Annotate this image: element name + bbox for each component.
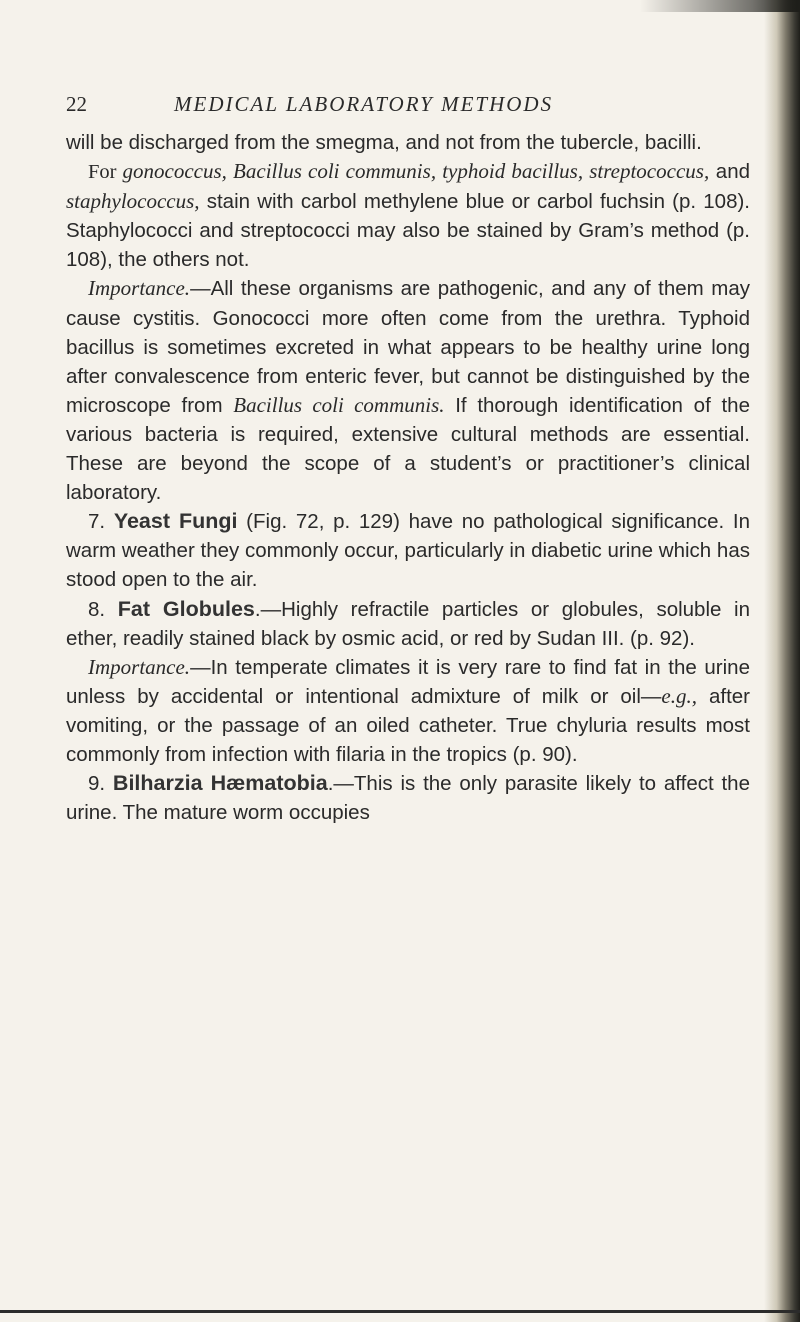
- running-title: MEDICAL LABORATORY METHODS: [174, 92, 554, 116]
- organism-list: gonococcus, Bacillus coli communis, typhoid bacillus, streptococcus,: [122, 159, 710, 184]
- page-edge-shadow: [764, 0, 800, 1322]
- importance-label: Importance.: [88, 276, 191, 301]
- section-heading: Yeast Fungi: [113, 509, 238, 534]
- page-corner-shadow: [640, 0, 800, 12]
- section-heading: Fat Globules: [117, 596, 255, 621]
- paragraph-yeast-fungi: 7. Yeast Fungi (Fig. 72, p. 129) have no pathological significance. In warm weather they commonly occur, particularly in diabetic urine which has stood open to the air.: [66, 509, 750, 592]
- page-number: 22: [66, 92, 87, 116]
- bottom-rule: [0, 1310, 800, 1313]
- organism-name: staphylococcus,: [66, 189, 200, 214]
- section-heading: Bilharzia Hæmatobia: [112, 771, 328, 796]
- paragraph-importance-bacteria: Importance.—All these organisms are pathogenic, and any of them may cause cystitis. Gonococci more often come from the urethra. Typhoid bacillus is sometimes excreted in what appears to be healthy urine long after convalescence from enteric fever, but cannot be distinguished by the microscope from Bacillus coli communis. If thorough identification of the various bacteria is required, extensive cultural methods are essential. These are beyond the scope of a student’s or practitioner’s clinical laboratory.: [66, 276, 750, 505]
- organism-name: Bacillus coli communis.: [233, 392, 445, 417]
- paragraph-bilharzia: 9. Bilharzia Hæmatobia.—This is the only parasite likely to affect the urine. The mature worm occupies: [66, 771, 750, 825]
- body-text: [66, 128, 750, 827]
- page-header: [66, 92, 746, 120]
- paragraph-fat-globules: 8. Fat Globules.—Highly refractile particles or globules, soluble in ether, readily stained black by osmic acid, or red by Sudan III. (p. 92).: [66, 596, 750, 650]
- paragraph-importance-fat: Importance.—In temperate climates it is very rare to find fat in the urine unless by accidental or intentional admixture of milk or oil—e.g., after vomiting, or the passage of an oiled catheter. True chyluria results most commonly from infection with filaria in the tropics (p. 90).: [66, 654, 750, 766]
- abbreviation: e.g.,: [661, 683, 697, 708]
- paragraph-continuation: will be discharged from the smegma, and not from the tubercle, bacilli.: [66, 131, 702, 154]
- paragraph-staining: For gonococcus, Bacillus coli communis, typhoid bacillus, streptococcus, and staphylococcus, stain with carbol methylene blue or carbol fuchsin (p. 108). Staphylococci and streptococci may also be stained by Gram’s method (p. 108), the others not.: [66, 159, 751, 272]
- importance-label: Importance.: [88, 654, 191, 679]
